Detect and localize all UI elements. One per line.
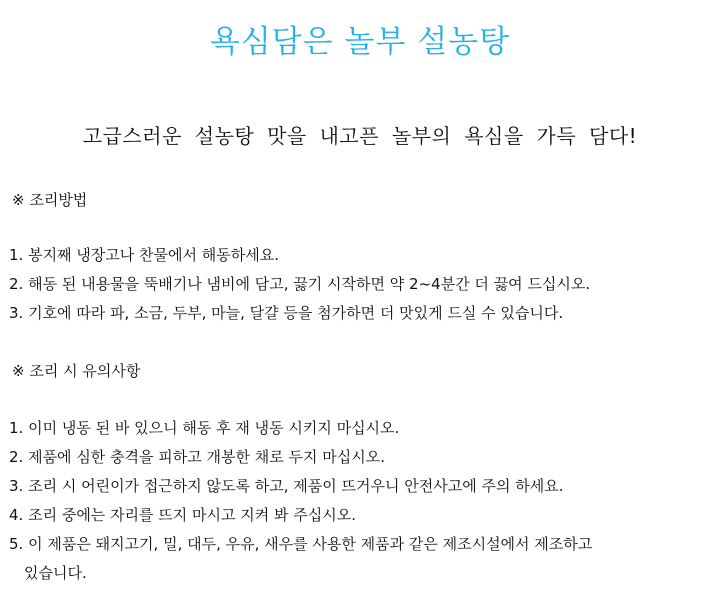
- cooking-step: 2. 해동 된 내용물을 뚝배기나 냄비에 담고, 끓기 시작하면 약 2~4분간 더 끓여 드십시오.: [9, 275, 591, 293]
- cooking-step: 3. 기호에 따라 파, 소금, 두부, 마늘, 달걀 등을 첨가하면 더 맛있게 드실 수 있습니다.: [9, 304, 564, 322]
- cooking-method-heading: ※ 조리방법: [12, 191, 88, 209]
- caution-heading: ※ 조리 시 유의사항: [12, 362, 141, 380]
- page-title: 욕심담은 놀부 설농탕: [209, 24, 511, 60]
- caution-item-continuation: 있습니다.: [24, 564, 87, 582]
- cooking-steps-list: [9, 241, 590, 328]
- subtitle: 고급스러운 설농탕 맛을 내고픈 놀부의 욕심을 가득 담다!: [82, 124, 638, 148]
- caution-item: 2. 제품에 심한 충격을 피하고 개봉한 채로 두지 마십시오.: [9, 448, 386, 466]
- caution-item: 5. 이 제품은 돼지고기, 밀, 대두, 우유, 새우를 사용한 제품과 같은 제조시설에서 제조하고: [9, 535, 593, 553]
- cooking-step: 1. 봉지째 냉장고나 찬물에서 해동하세요.: [9, 246, 279, 264]
- caution-list: [9, 414, 592, 588]
- caution-item: 4. 조리 중에는 자리를 뜨지 마시고 지켜 봐 주십시오.: [9, 506, 357, 524]
- caution-item: 1. 이미 냉동 된 바 있으니 해동 후 재 냉동 시키지 마십시오.: [9, 419, 400, 437]
- caution-item: 3. 조리 시 어린이가 접근하지 않도록 하고, 제품이 뜨거우니 안전사고에 주의 하세요.: [9, 477, 564, 495]
